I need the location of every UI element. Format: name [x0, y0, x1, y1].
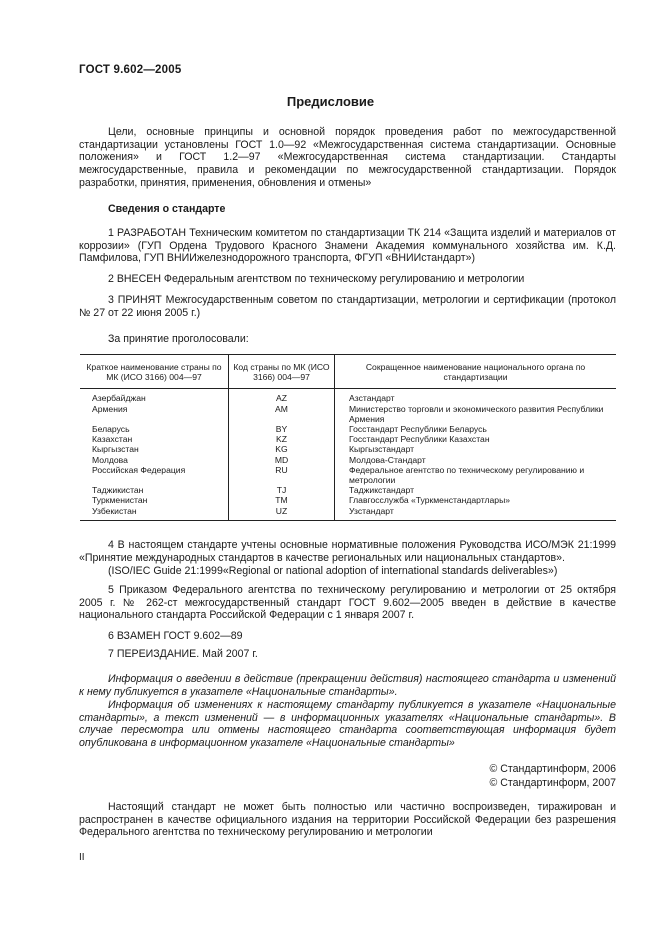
- code-cell: KZ: [229, 434, 335, 444]
- body-cell: Узстандарт: [335, 506, 617, 521]
- item-5-order: 5 Приказом Федерального агентства по техническому регулированию и метрологии от 25 октября 2005 г. № 262-ст межгосударственный стандарт ГОСТ 9.602—2005 введен в действие в качестве национального стандарта Российской Федерации с 1 января 2007 г.: [79, 584, 616, 622]
- code-cell: TJ: [229, 485, 335, 495]
- intro-paragraph: Цели, основные принципы и основной порядок проведения работ по межгосударственной стандартизации установлены ГОСТ 1.0—92 «Межгосударственная система стандартизации. Основные положения» и ГОСТ 1.2—97 «Межгосударственная система стандартизации. Стандарты межгосударственные, правила и рекомендации по межгосударственной стандартизации. Порядок разработки, принятия, применения, обновления и отмены»: [79, 126, 616, 189]
- country-cell: Армения: [92, 403, 128, 414]
- table-row: [80, 404, 616, 424]
- country-cell: Узбекистан: [92, 505, 137, 516]
- code-cell: AM: [229, 404, 335, 424]
- country-cell: Азербайджан: [92, 393, 146, 404]
- code-cell: RU: [229, 465, 335, 485]
- body-cell: Таджикстандарт: [335, 485, 617, 495]
- code-cell: KG: [229, 444, 335, 454]
- code-cell: UZ: [229, 506, 335, 521]
- column-header-country: Краткое наименование страны по МК (ИСО 3166) 004—97: [80, 355, 229, 389]
- document-header: ГОСТ 9.602—2005: [79, 64, 182, 76]
- table-row: [80, 434, 616, 444]
- table-row: [80, 465, 616, 485]
- column-header-body: Сокращенное наименование национального органа по стандартизации: [335, 355, 617, 389]
- table-row: [80, 495, 616, 505]
- body-cell: Кыргызстандарт: [335, 444, 617, 454]
- page-title: Предисловие: [286, 94, 375, 109]
- body-cell: Федеральное агентство по техническому регулированию и метрологии: [335, 465, 617, 485]
- voted-label: За принятие проголосовали:: [108, 333, 249, 345]
- item-1-developed: 1 РАЗРАБОТАН Техническим комитетом по стандартизации ТК 214 «Защита изделий и материалов от коррозии» (ГУП Ордена Трудового Красного Знамени Академия коммунального хозяйства им. К.Д. Памфилова, ГУП ВНИИжелезнодорожного транспорта, ФГУП «ВНИИстандарт»): [79, 227, 616, 265]
- table-row: [80, 455, 616, 465]
- table-header-row: [80, 355, 616, 389]
- body-cell: Министерство торговли и экономического развития Республики Армения: [335, 404, 617, 424]
- country-cell: Российская Федерация: [92, 464, 186, 475]
- voting-table: [80, 354, 616, 521]
- table-row: [80, 444, 616, 454]
- section-title: Сведения о стандарте: [108, 203, 226, 215]
- copyright-2006: © Стандартинформ, 2006: [489, 763, 616, 775]
- body-cell: Госстандарт Республики Беларусь: [335, 424, 617, 434]
- body-cell: Азстандарт: [335, 389, 617, 404]
- country-cell: Туркменистан: [92, 495, 148, 506]
- code-cell: MD: [229, 455, 335, 465]
- body-cell: Главгосслужба «Туркменстандартлары»: [335, 495, 617, 505]
- country-cell: Казахстан: [92, 434, 133, 445]
- table-row: [80, 424, 616, 434]
- closing-paragraph: Настоящий стандарт не может быть полностью или частично воспроизведен, тиражирован и распространен в качестве официального издания на территории Российской Федерации без разрешения Федерального агентства по техническому регулированию и метрологии: [79, 801, 616, 839]
- item-3-adopted: 3 ПРИНЯТ Межгосударственным советом по стандартизации, метрологии и сертификации (протокол № 27 от 22 июня 2005 г.): [79, 294, 616, 319]
- country-cell: Молдова: [92, 454, 128, 465]
- page-number: II: [79, 852, 85, 863]
- country-cell: Кыргызстан: [92, 444, 139, 455]
- body-cell: Госстандарт Республики Казахстан: [335, 434, 617, 444]
- column-header-code: Код страны по МК (ИСО 3166) 004—97: [229, 355, 335, 389]
- country-cell: Беларусь: [92, 424, 130, 435]
- code-cell: TM: [229, 495, 335, 505]
- info-paragraph-1: Информация о введении в действие (прекращении действия) настоящего стандарта и изменений к нему публикуется в указателе «Национальные стандарты».: [79, 673, 616, 698]
- item-4-iso-reference: (ISO/IEC Guide 21:1999«Regional or national adoption of international standards deliverables»): [108, 565, 558, 577]
- item-6-replaces: 6 ВЗАМЕН ГОСТ 9.602—89: [108, 630, 243, 642]
- item-4-guide: 4 В настоящем стандарте учтены основные нормативные положения Руководства ИСО/МЭК 21:1999 «Принятие международных стандартов в качестве региональных или национальных стандартов».: [79, 539, 616, 564]
- info-paragraph-2: Информация об изменениях к настоящему стандарту публикуется в указателе «Национальные стандарты», а текст изменений — в информационных указателях «Национальные стандарты». В случае пересмотра или отмены настоящего стандарта соответствующая информация будет опубликована в информационном указателе «Национальные стандарты»: [79, 699, 616, 750]
- code-cell: BY: [229, 424, 335, 434]
- table-row: [80, 389, 616, 404]
- table-row: [80, 485, 616, 495]
- item-7-reissue: 7 ПЕРЕИЗДАНИЕ. Май 2007 г.: [108, 648, 258, 660]
- copyright-2007: © Стандартинформ, 2007: [489, 777, 616, 789]
- body-cell: Молдова-Стандарт: [335, 455, 617, 465]
- code-cell: AZ: [229, 389, 335, 404]
- country-cell: Таджикистан: [92, 485, 144, 496]
- item-2-introduced: 2 ВНЕСЕН Федеральным агентством по техническому регулированию и метрологии: [108, 273, 525, 285]
- table-row: [80, 506, 616, 521]
